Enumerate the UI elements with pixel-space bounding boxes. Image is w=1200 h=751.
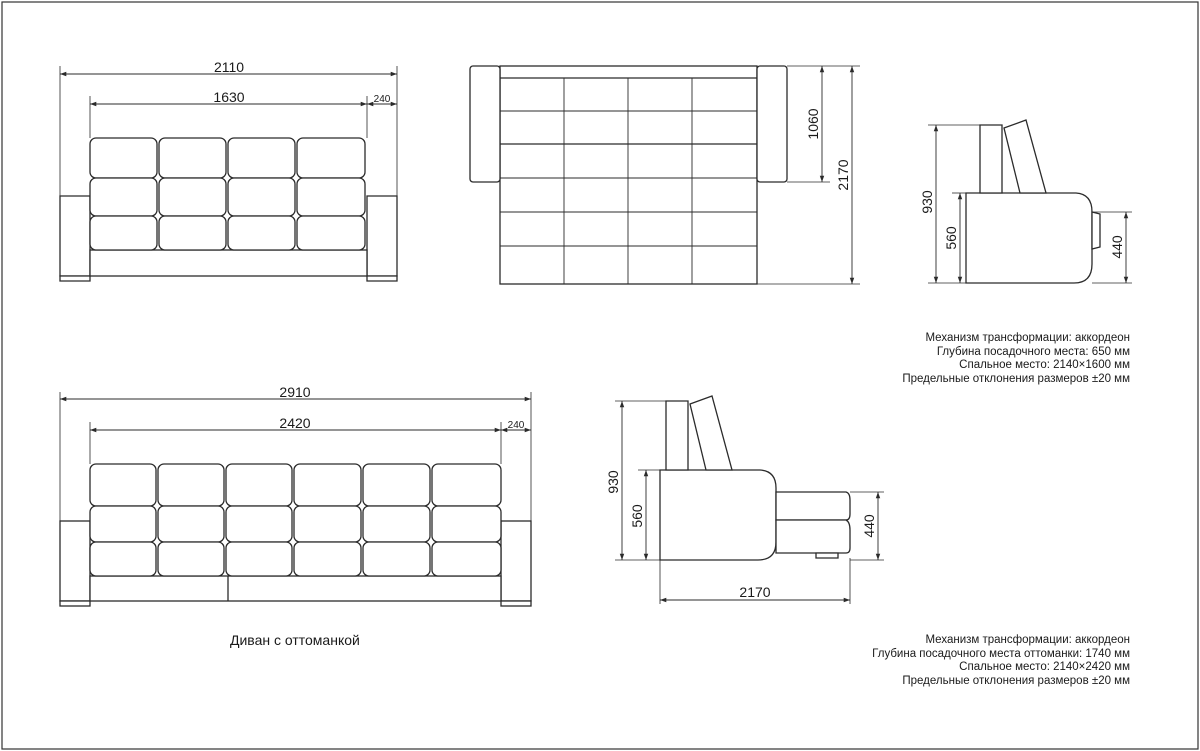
sofa-front-view-top [60,138,397,281]
back-cushion [363,464,430,506]
back-cushion [90,178,157,216]
back-cushion [158,506,224,542]
right-armrest [367,196,397,276]
dimension-seat-height: 560 [943,226,959,250]
seat-cushion [90,542,156,576]
spec-line: Механизм трансформации: аккордеон [925,634,1130,646]
right-armrest-plan [757,66,787,182]
sofa-base [90,576,501,601]
side-body [660,470,776,560]
back-cushion [363,506,430,542]
dimension-armrest-width: 240 [373,94,391,105]
sofa-base [90,250,367,276]
dimension-ottoman-height: 440 [861,514,877,538]
sleeping-area [500,66,757,284]
right-leg [501,601,531,606]
left-armrest-plan [470,66,500,182]
seat-cushion [226,542,292,576]
dimension-armrest-height: 440 [1109,235,1125,259]
dimension-depth-folded: 1060 [805,108,821,140]
specs-note-top [902,332,1130,386]
dimension-seat-width: 2420 [279,415,311,431]
ottoman-top [776,492,850,520]
side-body [966,193,1092,283]
ottoman-leg [816,553,838,558]
dimension-seat-width: 1630 [213,89,245,105]
spec-line: Спальное место: 2140×1600 мм [959,359,1130,372]
back-cushion [90,138,157,178]
spec-line: Предельные отклонения размеров ±20 мм [902,674,1130,687]
back-cushion [294,464,361,506]
spec-line: Механизм трансформации: аккордеон [925,332,1130,344]
back-cushion-tilted [690,396,732,470]
back-cushion [432,506,501,542]
left-leg [60,601,90,606]
sofa-plan-view [470,66,787,284]
left-leg [60,276,90,281]
dimension-overall-width: 2110 [213,59,245,75]
back-cushion [228,178,295,216]
ottoman-base [776,520,850,553]
back-cushion [294,506,361,542]
back-cushion [297,138,365,178]
seat-cushion [294,542,361,576]
sofa-side-view-top [966,120,1100,283]
dimension-overall-width: 2910 [279,384,311,400]
back-cushion-side [666,401,688,470]
dimension-height: 930 [605,470,621,494]
left-armrest [60,521,90,601]
ottoman-side-view [660,396,850,560]
seat-cushion [158,542,224,576]
back-cushion [432,464,501,506]
back-cushion [226,506,292,542]
dimension-depth-unfolded: 2170 [835,159,851,191]
back-cushion [158,464,224,506]
seat-cushion [228,216,295,250]
right-armrest [501,521,531,601]
spec-line: Спальное место: 2140×2420 мм [959,661,1130,674]
spec-line: Глубина посадочного места: 650 мм [936,345,1130,358]
spec-line: Предельные отклонения размеров ±20 мм [902,372,1130,385]
dimension-height: 930 [919,190,935,214]
spec-line: Глубина посадочного места оттоманки: 1740 мм [872,647,1130,660]
seat-cushion [432,542,501,576]
right-leg [367,276,397,281]
seat-cushion [90,216,157,250]
back-cushion-tilted [1004,120,1046,193]
left-armrest [60,196,90,276]
dimension-depth: 2170 [739,584,771,600]
back-cushion [90,464,156,506]
seat-cushion [159,216,226,250]
back-cushion [159,138,226,178]
back-cushion [297,178,365,216]
side-armrest-cap [1092,212,1100,249]
back-cushion [90,506,156,542]
back-cushion [226,464,292,506]
dimension-armrest-width: 240 [507,420,525,431]
back-cushion [228,138,295,178]
drawing-caption: Диван с оттоманкой [230,632,360,648]
dimension-seat-height: 560 [629,504,645,528]
sofa-front-view-bottom [60,464,531,606]
seat-cushion [297,216,365,250]
back-cushion-side [980,125,1002,193]
seat-cushion [363,542,430,576]
specs-note-bottom [872,634,1130,688]
back-cushion [159,178,226,216]
